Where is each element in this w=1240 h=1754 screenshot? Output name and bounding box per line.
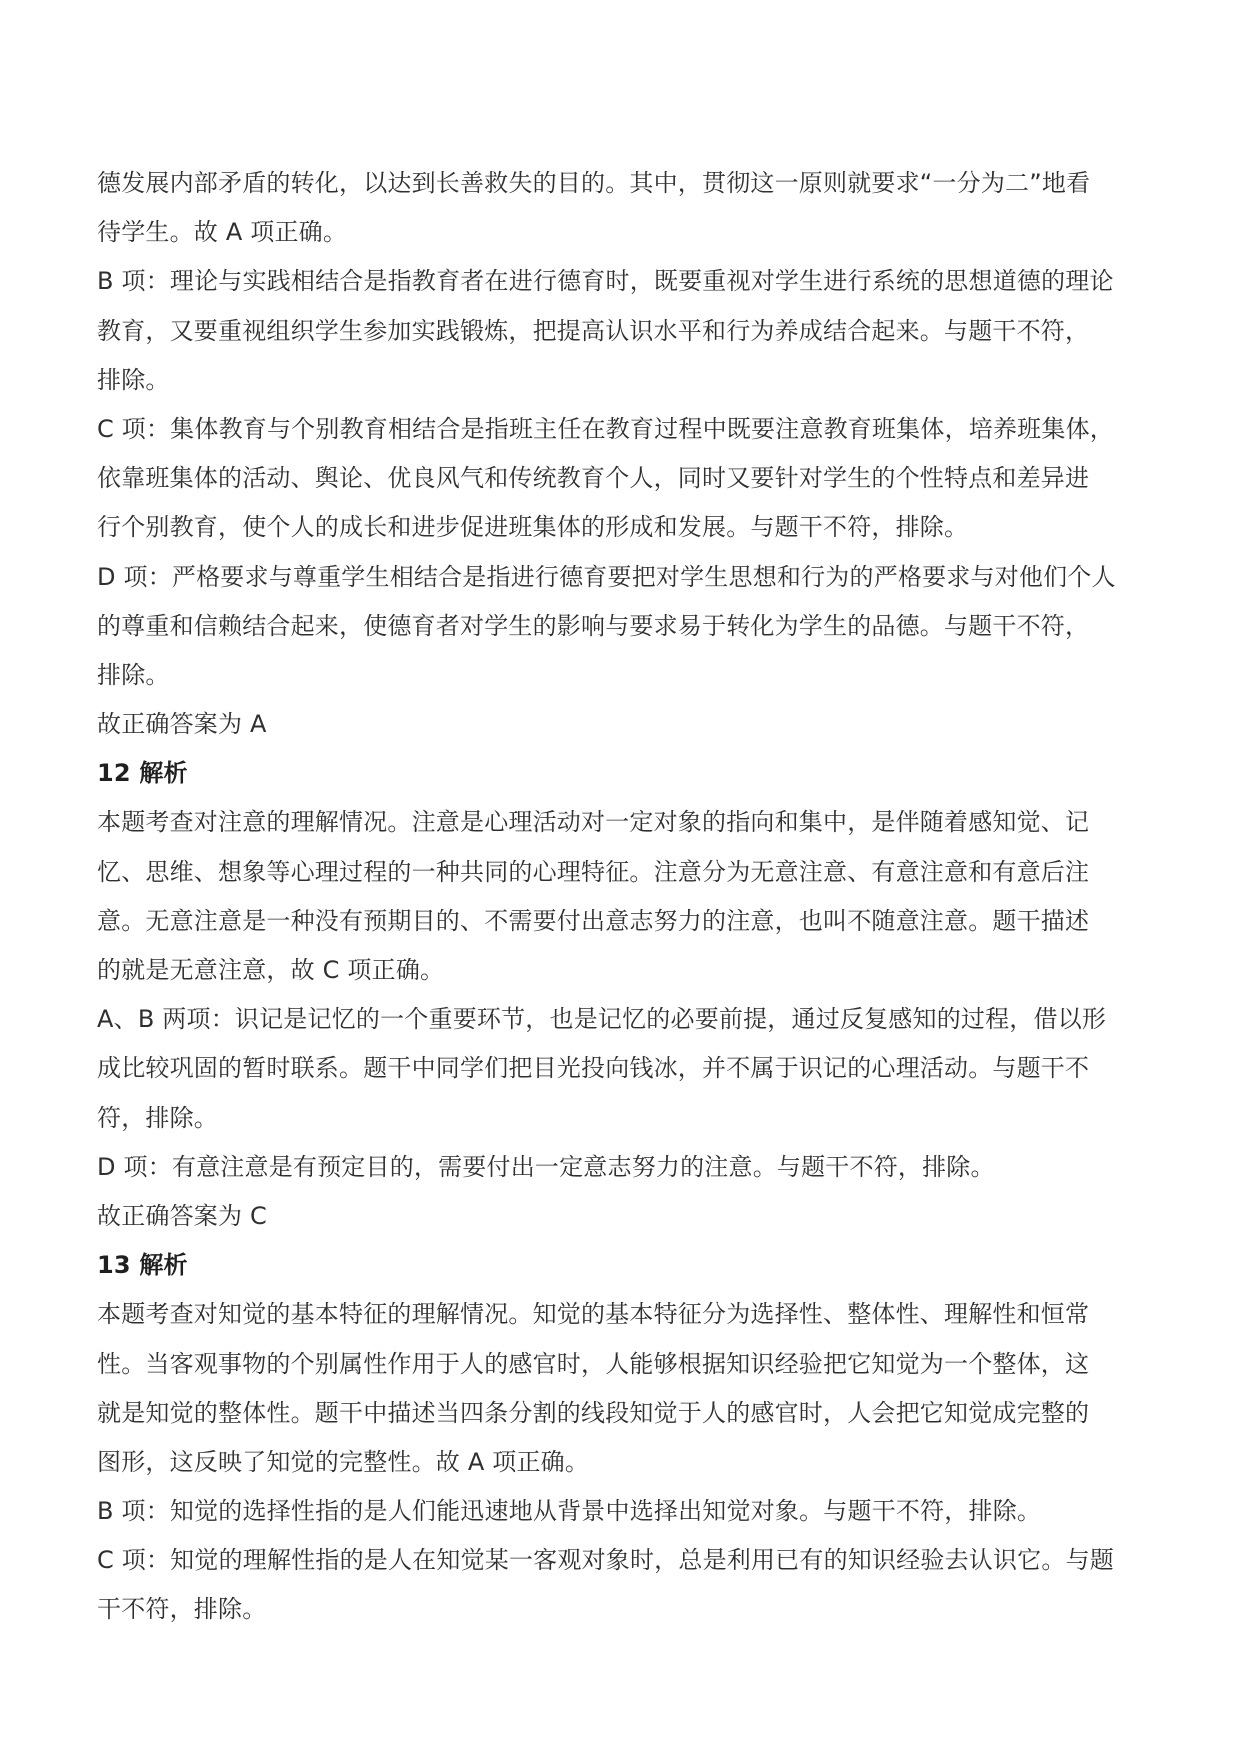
paragraph-line: B 项：理论与实践相结合是指教育者在进行德育时，既要重视对学生进行系统的思想道德的理论 [97, 267, 1114, 296]
paragraph-line: 干不符，排除。 [97, 1595, 267, 1624]
paragraph-line: 德发展内部矛盾的转化，以达到长善救失的目的。其中，贯彻这一原则就要求“一分为二”地看 [97, 169, 1091, 197]
answer-line: 故正确答案为 C [97, 1201, 267, 1230]
paragraph-line: 就是知觉的整体性。题干中描述当四条分割的线段知觉于人的感官时，人会把它知觉成完整的 [97, 1398, 1090, 1427]
paragraph-line: 排除。 [97, 365, 170, 394]
answer-line: 故正确答案为 A [97, 710, 267, 739]
paragraph-line: B 项：知觉的选择性指的是人们能迅速地从背景中选择出知觉对象。与题干不符，排除。 [97, 1497, 1042, 1526]
paragraph-line: 符，排除。 [97, 1103, 218, 1132]
document-body [97, 159, 1157, 1635]
paragraph-line: 行个别教育，使个人的成长和进步促进班集体的形成和发展。与题干不符，排除。 [97, 513, 969, 542]
section-heading: 13 解析 [97, 1251, 188, 1280]
paragraph-line: 性。当客观事物的个别属性作用于人的感官时，人能够根据知识经验把它知觉为一个整体，这 [97, 1349, 1090, 1378]
paragraph-line: 图形，这反映了知觉的完整性。故 A 项正确。 [97, 1447, 590, 1476]
section-heading: 12 解析 [97, 759, 188, 788]
paragraph-line: 待学生。故 A 项正确。 [97, 218, 348, 247]
paragraph-line: 教育，又要重视组织学生参加实践锻炼，把提高认识水平和行为养成结合起来。与题干不符， [97, 316, 1090, 345]
paragraph-line: 本题考查对知觉的基本特征的理解情况。知觉的基本特征分为选择性、整体性、理解性和恒常 [97, 1300, 1090, 1329]
paragraph-line: 排除。 [97, 660, 170, 689]
paragraph-line: A、B 两项：识记是记忆的一个重要环节，也是记忆的必要前提，通过反复感知的过程，借以形 [97, 1005, 1107, 1034]
paragraph-line: 本题考查对注意的理解情况。注意是心理活动对一定对象的指向和集中，是伴随着感知觉、记 [97, 808, 1090, 837]
paragraph-line: C 项：知觉的理解性指的是人在知觉某一客观对象时，总是利用已有的知识经验去认识它。与题 [97, 1546, 1114, 1575]
paragraph-line: 的尊重和信赖结合起来，使德育者对学生的影响与要求易于转化为学生的品德。与题干不符， [97, 611, 1090, 640]
paragraph-line: 忆、思维、想象等心理过程的一种共同的心理特征。注意分为无意注意、有意注意和有意后注 [97, 857, 1090, 886]
paragraph-line: 的就是无意注意，故 C 项正确。 [97, 956, 445, 984]
paragraph-line: 意。无意注意是一种没有预期目的、不需要付出意志努力的注意，也叫不随意注意。题干描述 [97, 906, 1090, 935]
paragraph-line: D 项：严格要求与尊重学生相结合是指进行德育要把对学生思想和行为的严格要求与对他们个人 [97, 562, 1116, 591]
paragraph-line: C 项：集体教育与个别教育相结合是指班主任在教育过程中既要注意教育班集体，培养班集体， [97, 414, 1114, 443]
paragraph-line: 成比较巩固的暂时联系。题干中同学们把目光投向钱冰，并不属于识记的心理活动。与题干不 [97, 1054, 1090, 1083]
paragraph-line: D 项：有意注意是有预定目的，需要付出一定意志努力的注意。与题干不符，排除。 [97, 1152, 995, 1181]
paragraph-line: 依靠班集体的活动、舆论、优良风气和传统教育个人，同时又要针对学生的个性特点和差异进 [97, 464, 1090, 493]
